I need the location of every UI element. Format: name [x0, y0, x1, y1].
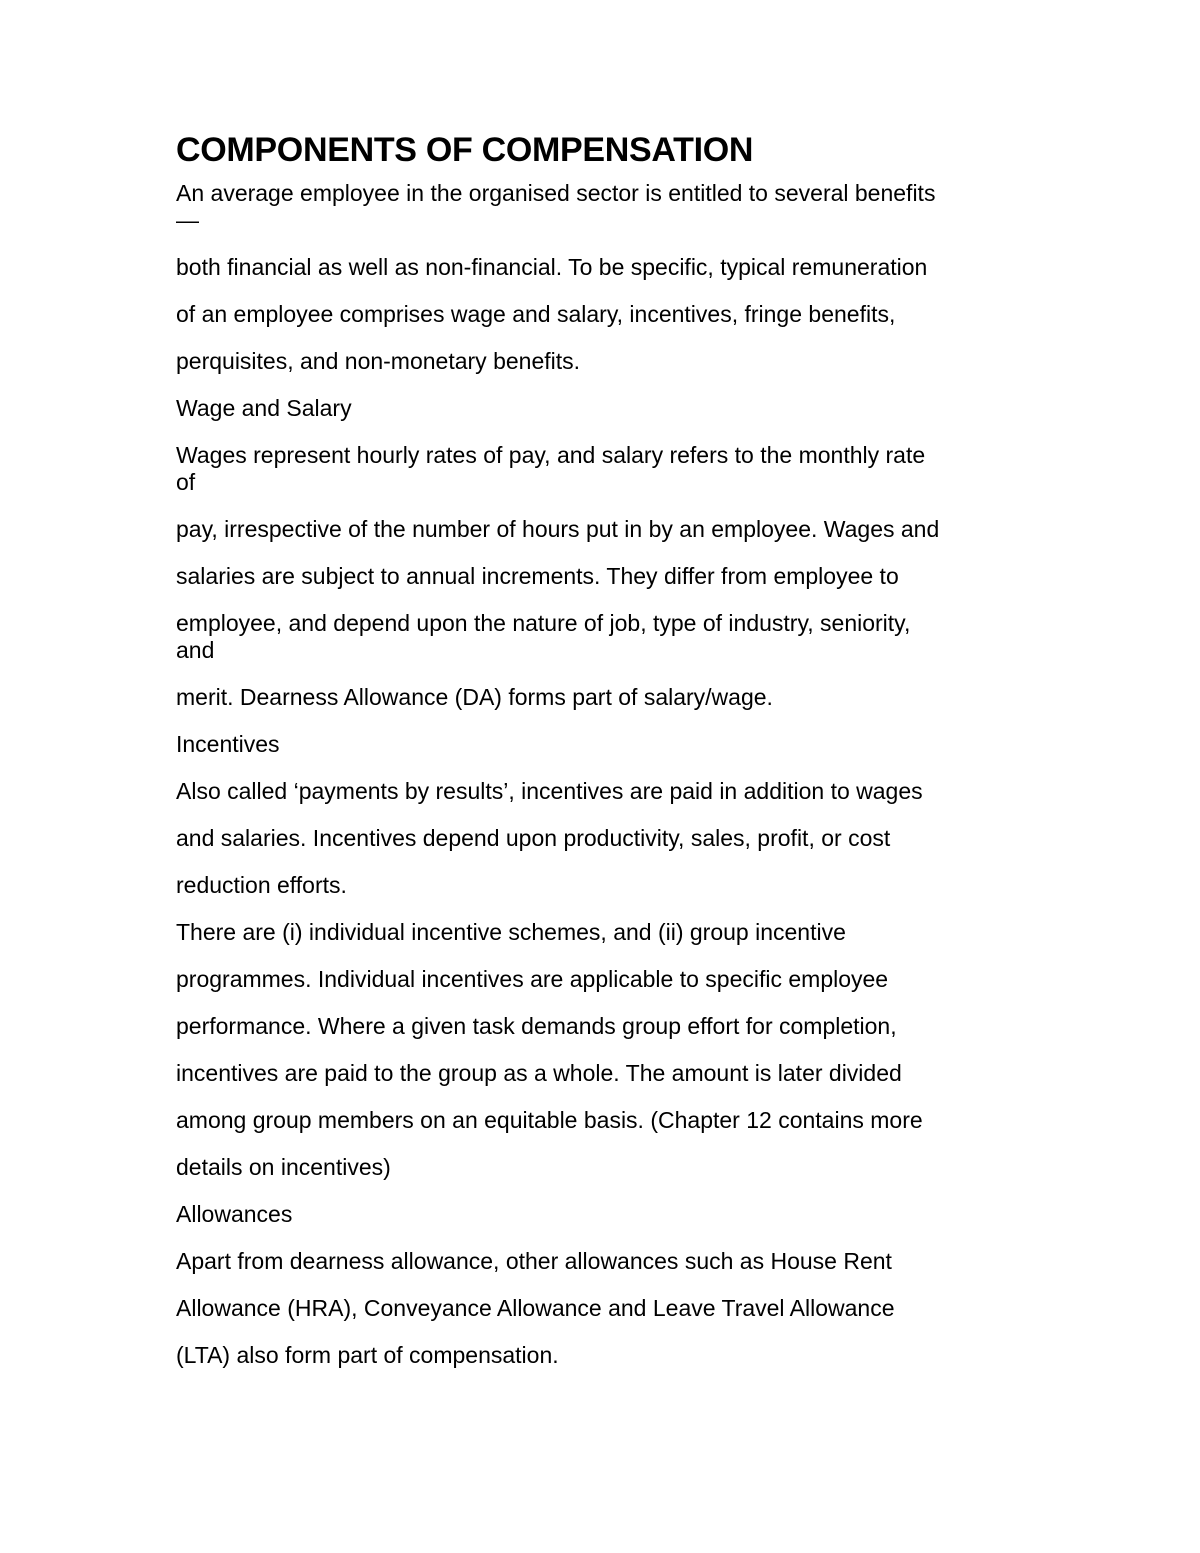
- text-line: salaries are subject to annual increments. They differ from employee to: [176, 563, 899, 589]
- text-line: Also called ‘payments by results’, incentives are paid in addition to wages: [176, 778, 923, 804]
- section-heading-incentives: Incentives: [176, 731, 280, 757]
- text-line: among group members on an equitable basis. (Chapter 12 contains more: [176, 1107, 923, 1133]
- document-body: [176, 128, 1026, 1389]
- text-line: (LTA) also form part of compensation.: [176, 1342, 559, 1368]
- text-line: An average employee in the organised sector is entitled to several benefits: [176, 180, 936, 206]
- text-line: incentives are paid to the group as a whole. The amount is later divided: [176, 1060, 902, 1086]
- text-line: employee, and depend upon the nature of job, type of industry, seniority,: [176, 610, 911, 636]
- text-line: and salaries. Incentives depend upon productivity, sales, profit, or cost: [176, 825, 891, 851]
- text-line: of an employee comprises wage and salary, incentives, fringe benefits,: [176, 301, 896, 327]
- text-line: both financial as well as non-financial. To be specific, typical remuneration: [176, 254, 928, 280]
- document-title: COMPONENTS OF COMPENSATION: [176, 131, 754, 169]
- text-line: pay, irrespective of the number of hours put in by an employee. Wages and: [176, 516, 940, 542]
- text-line: performance. Where a given task demands group effort for completion,: [176, 1013, 897, 1039]
- text-line: Allowance (HRA), Conveyance Allowance and Leave Travel Allowance: [176, 1295, 895, 1321]
- text-line: and: [176, 637, 215, 663]
- text-line: details on incentives): [176, 1154, 391, 1180]
- text-line: perquisites, and non-monetary benefits.: [176, 348, 581, 374]
- text-line: programmes. Individual incentives are applicable to specific employee: [176, 966, 889, 992]
- text-line: reduction efforts.: [176, 872, 347, 898]
- section-heading-wage-and-salary: Wage and Salary: [176, 395, 352, 421]
- text-line: of: [176, 469, 196, 495]
- text-line: There are (i) individual incentive schemes, and (ii) group incentive: [176, 919, 846, 945]
- text-line: Apart from dearness allowance, other allowances such as House Rent: [176, 1248, 892, 1274]
- text-line: —: [176, 207, 199, 233]
- section-heading-allowances: Allowances: [176, 1201, 293, 1227]
- text-line: merit. Dearness Allowance (DA) forms part of salary/wage.: [176, 684, 773, 710]
- text-line: Wages represent hourly rates of pay, and salary refers to the monthly rate: [176, 442, 926, 468]
